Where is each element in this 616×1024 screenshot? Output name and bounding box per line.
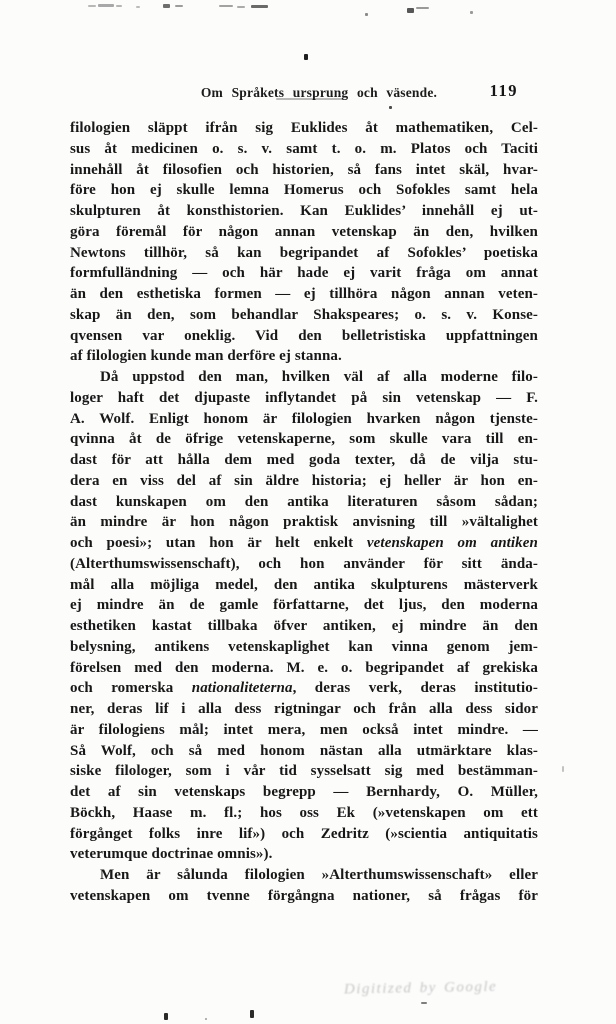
text-line [70,139,538,160]
text-line [70,824,538,845]
text-segment: belysning, antikens vetenskaplighet kan vinna genom jem- [70,638,538,655]
text-line [70,388,538,409]
text-line [70,844,538,865]
text-segment: formfulländning — och här hade ej varit fråga om annat [70,265,538,282]
text-segment: mål alla möjliga medel, den antika skulpturens mästerverk [70,576,538,593]
text-line [70,326,538,347]
text-line [70,512,538,533]
text-line [70,699,538,720]
text-segment: och poesi»; utan hon är helt enkelt [70,535,367,551]
text-line [70,761,538,782]
text-segment: A. Wolf. Enligt honom är filologien hvarken någon tjenste- [70,410,538,427]
text-segment: qvinna åt de öfrige vetenskaperne, som skulle vara till en- [70,431,538,448]
text-line [70,305,538,326]
scan-artifact [164,1013,168,1020]
text-line [70,201,538,222]
text-line [70,637,538,658]
running-title: Om Språkets ursprung och väsende. [200,85,438,100]
text-segment: dera en viss del af sin äldre historia; ej heller är hon en- [70,472,538,489]
text-segment: ej mindre än de gamle författarne, det ljus, den moderna [70,597,538,614]
text-line [70,741,538,762]
scan-artifact [407,8,414,13]
text-segment: än den esthetiska formen — ej tillhöra någon annan veten- [70,286,538,302]
text-line [70,450,538,471]
text-line [70,886,538,907]
text-line [70,575,538,596]
page-number: 119 [489,81,518,100]
scan-artifact [416,7,429,9]
text-line [70,533,538,554]
text-segment: vetenskapen om tvenne förgångna nationer, så frågas för [70,887,538,904]
italic-phrase: nationaliteterna [191,680,293,697]
scan-artifact [250,1010,254,1018]
text-segment: göra föremål för någon annan vetenskap än den, hvilken [70,223,538,240]
text-segment: skap än den, som behandlar Shakspeares; o. s. v. Konse- [70,306,538,323]
text-line [70,803,538,824]
scan-artifact [304,54,308,60]
text-line [70,222,538,243]
scan-artifact [470,11,473,14]
text-line [70,595,538,616]
text-line [70,346,538,367]
scan-artifact [116,5,122,7]
running-header [70,81,538,105]
text-line [70,658,538,679]
text-line [70,865,538,886]
text-line [70,554,538,575]
text-segment: siske filologer, som i vår tid sysselsatt sig med bestämman- [70,763,538,780]
text-segment: förgånget folks inre lif») och Zedritz (»scientia antiquitatis [70,825,538,842]
scan-artifact [98,4,114,7]
scan-artifact [175,5,183,7]
text-segment: är filologiens mål; intet mera, men också intet mindre. — [70,721,538,738]
text-segment: innehåll åt filosofien och historien, så fans intet skäl, hvar- [70,161,538,178]
text-segment: det af sin vetenskaps begrepp — Bernhardy, O. Müller, [70,784,538,800]
text-segment: af filologien kunde man derföre ej stanna. [70,348,342,365]
scan-artifact [136,6,140,8]
text-line [70,492,538,513]
text-segment: dast kunskapen om den antika literaturen såsom sådan; [70,493,538,510]
text-segment: före hon ej skulle lemna Homerus och Sofokles samt hela [70,182,538,199]
text-segment: loger haft det djupaste inflytandet på sin vetenskap — F. [70,389,538,406]
text-segment: (Alterthumswissenschaft), och hon använder för sitt ända- [70,555,538,572]
scan-artifact [251,5,268,8]
text-segment: sus åt medicinen o. s. v. samt t. o. m. Platos och Taciti [70,140,538,157]
text-line [70,678,538,699]
text-segment: , deras verk, deras institutio- [292,680,538,697]
text-line [70,284,538,305]
text-segment: och romerska [70,680,192,697]
text-segment: förelsen med den moderna. M. e. o. begripandet af grekiska [70,659,538,676]
scan-artifact [365,13,368,16]
text-segment: Böckh, Haase m. fl.; hos oss Ek (»vetenskapen om ett [70,804,538,821]
text-segment: skulpturen åt konsthistorien. Kan Euklides’ innehåll ej ut- [70,203,538,219]
text-segment: dast för att hålla dem med goda texter, då de vilja stu- [70,452,538,468]
body-text [70,118,538,907]
scan-artifact [205,1018,207,1020]
text-segment: filologien släppt ifrån sig Euklides åt mathematiken, Cel- [70,120,538,136]
text-line [70,263,538,284]
text-line [70,471,538,492]
google-watermark: Digitized by Google [343,978,498,998]
text-line [70,720,538,741]
text-line [70,118,538,139]
scan-artifact [389,106,392,109]
text-segment: ner, deras lif i alla dess rigtningar och från alla dess sidor [70,701,538,717]
text-line [70,429,538,450]
scan-artifact [219,5,233,7]
text-line [70,616,538,637]
text-line [70,160,538,181]
text-segment: veterumque doctrinae omnis»). [70,846,273,863]
italic-phrase: vetenskapen om antiken [366,535,538,551]
scan-artifact [88,5,96,7]
text-line [70,180,538,201]
text-segment: än mindre är hon någon praktisk anvisning till »vältalighet [70,514,538,531]
text-segment: Då uppstod den man, hvilken väl af alla moderne filo- [100,369,538,385]
text-segment: Så Wolf, och så med honom nästan alla utmärktare klas- [70,742,538,759]
text-line [70,409,538,430]
text-line [70,782,538,803]
scan-artifact [237,6,245,8]
text-segment: Men är sålunda filologien »Alterthumswissenschaft» eller [100,867,538,883]
text-line [70,367,538,388]
scan-artifact [562,766,564,772]
text-segment: esthetiken kastat tillbaka öfver antiken, ej mindre än den [70,618,538,634]
text-line [70,243,538,264]
scan-artifact [163,4,170,8]
text-segment: qvensen var oneklig. Vid den belletristiska uppfattningen [70,327,538,344]
text-segment: Newtons tillhör, så kan begripandet af Sofokles’ poetiska [70,244,538,261]
